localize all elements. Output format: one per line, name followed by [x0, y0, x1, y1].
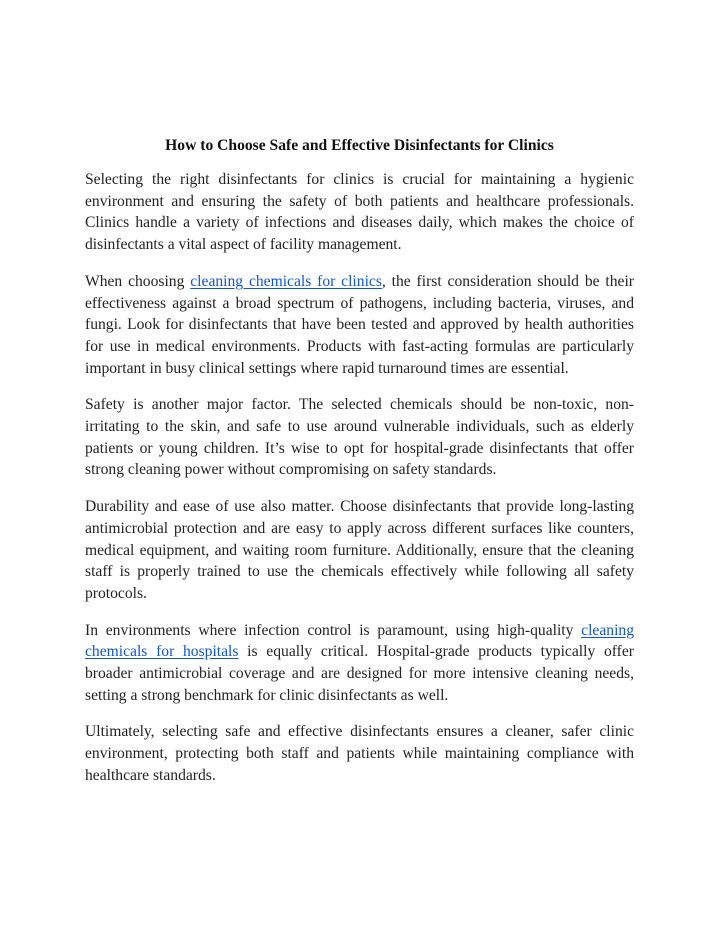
paragraph-text: , the first consideration should be their effectiveness against a broad spectrum of pathogens, including bacteria, viruses, and fungi. Look for disinfectants that have been tested and approved by health authorities for use in medical environments. Products with fast-acting formulas are particularly important in busy clinical settings where rapid turnaround times are essential.	[85, 272, 634, 377]
hospital-chemicals-link[interactable]: cleaning chemicals for hospitals	[85, 621, 634, 661]
page-title: How to Choose Safe and Effective Disinfectants for Clinics	[165, 137, 554, 154]
paragraph-hospitals	[85, 620, 634, 707]
paragraph-intro: Selecting the right disinfectants for clinics is crucial for maintaining a hygienic environment and ensuring the safety of both patients and healthcare professionals. Clinics handle a variety of infections and diseases daily, which makes the choice of disinfectants a vital aspect of facility management.	[85, 171, 634, 254]
paragraph-safety: Safety is another major factor. The selected chemicals should be non-toxic, non-irritating to the skin, and safe to use around vulnerable individuals, such as elderly patients or young children. It’s wise to opt for hospital-grade disinfectants that offer strong cleaning power without compromising on safety standards.	[85, 396, 634, 479]
paragraph-effectiveness	[85, 271, 634, 380]
paragraph-text: is equally critical. Hospital-grade products typically offer broader antimicrobial coverage and are designed for more intensive cleaning needs, setting a strong benchmark for clinic disinfectants as well.	[85, 643, 634, 704]
paragraph-text: In environments where infection control is paramount, using high-quality	[85, 621, 582, 639]
paragraph-text: When choosing	[85, 272, 191, 290]
paragraph-conclusion: Ultimately, selecting safe and effective disinfectants ensures a cleaner, safer clinic environment, protecting both staff and patients while maintaining compliance with healthcare standards.	[85, 723, 634, 784]
document-body	[85, 133, 634, 802]
clinic-chemicals-link[interactable]: cleaning chemicals for clinics	[190, 272, 382, 290]
paragraph-durability: Durability and ease of use also matter. Choose disinfectants that provide long-lasting antimicrobial protection and are easy to apply across different surfaces like counters, medical equipment, and waiting room furniture. Additionally, ensure that the cleaning staff is properly trained to use the chemicals effectively while following all safety protocols.	[85, 498, 634, 602]
